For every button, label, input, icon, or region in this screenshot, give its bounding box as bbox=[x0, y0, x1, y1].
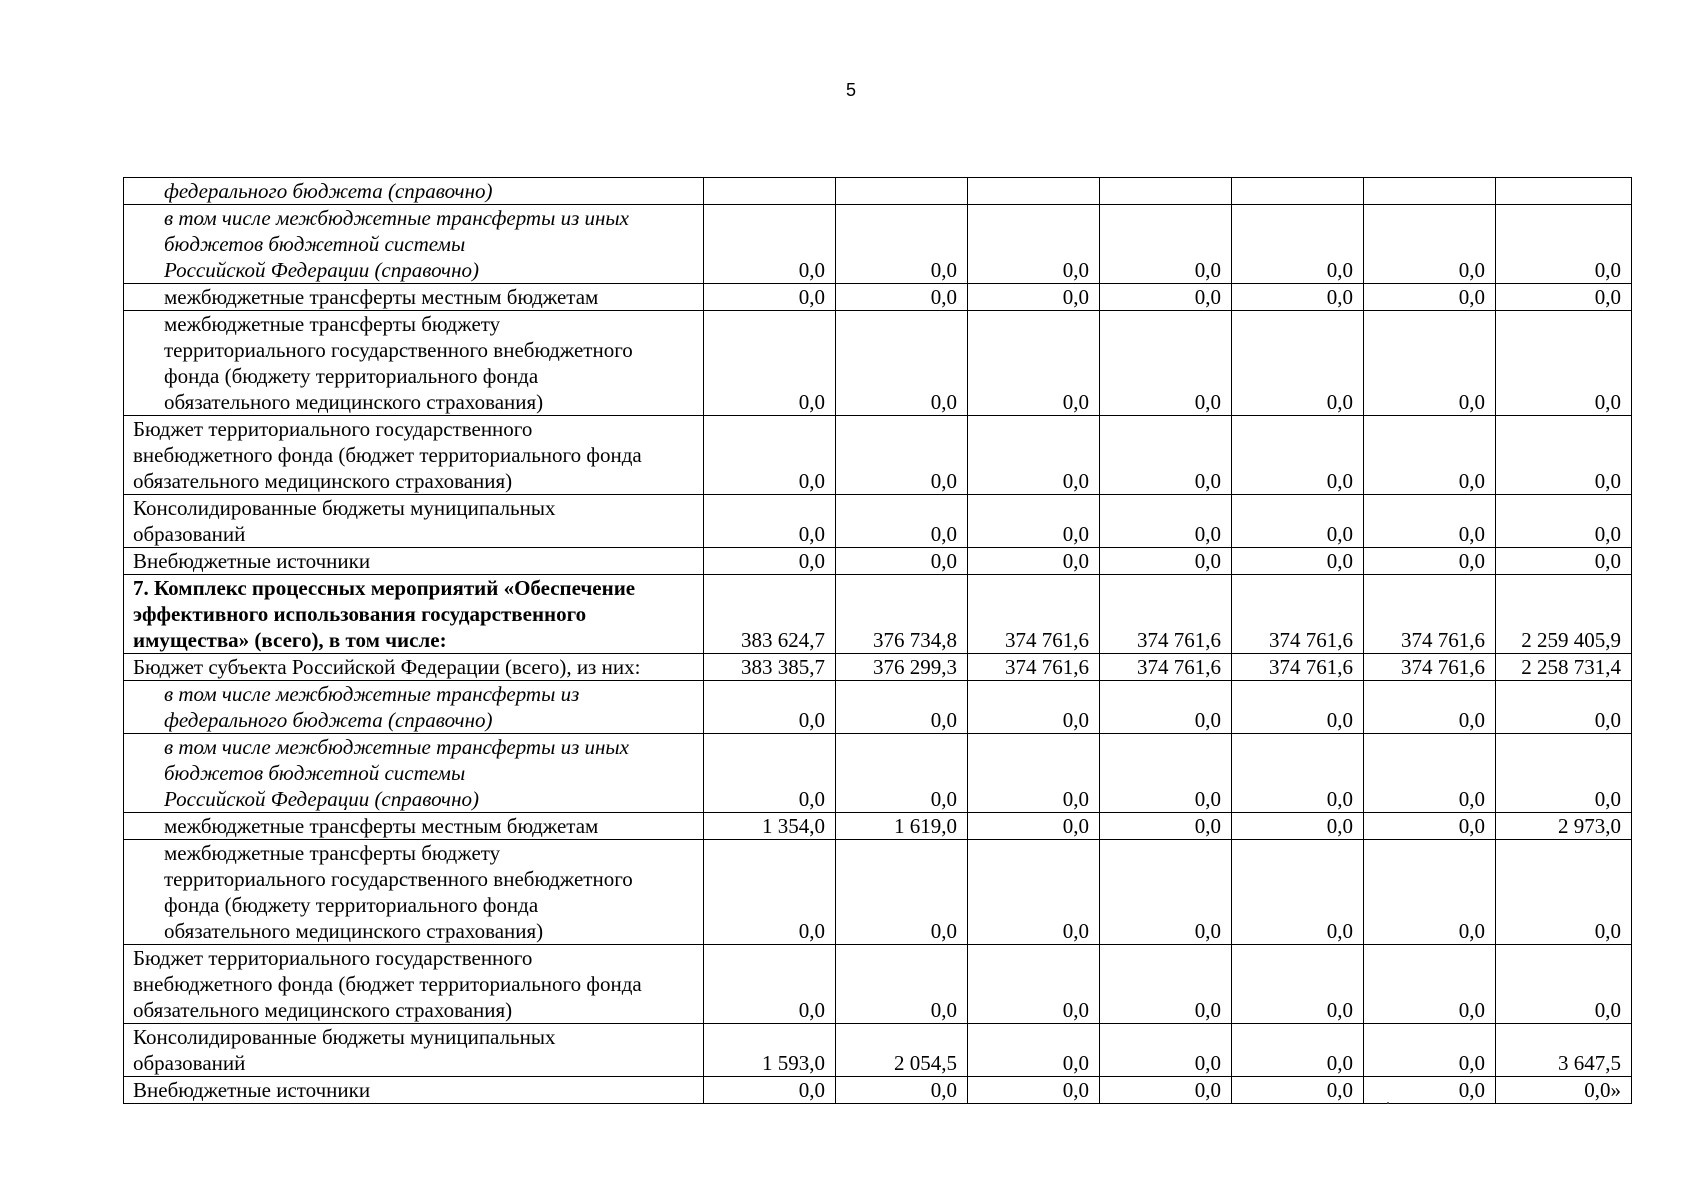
row-label: Бюджет территориального государственного внебюджетного фонда (бюджет территориального фонда обязательного медицинского страхования) bbox=[124, 416, 704, 495]
value-cell: 0,0 bbox=[1496, 311, 1632, 416]
table-row bbox=[124, 1077, 1632, 1104]
value-cell: 0,0 bbox=[1100, 734, 1232, 813]
value-cell: 0,0 bbox=[1100, 548, 1232, 575]
value-cell bbox=[968, 178, 1100, 205]
value-cell: 0,0 bbox=[1496, 734, 1632, 813]
value-cell: 0,0 bbox=[1496, 548, 1632, 575]
table-row bbox=[124, 734, 1632, 813]
table-row bbox=[124, 575, 1632, 654]
table-row bbox=[124, 548, 1632, 575]
row-label: Консолидированные бюджеты муниципальных образований bbox=[124, 1024, 704, 1077]
row-label: межбюджетные трансферты бюджету территориального государственного внебюджетного фонда (бюджету территориального фонда обязательного медицинского страхования) bbox=[124, 840, 704, 945]
value-cell: 0,0 bbox=[1496, 840, 1632, 945]
value-cell: 0,0 bbox=[1496, 681, 1632, 734]
value-cell: 0,0 bbox=[704, 311, 836, 416]
value-cell: 0,0 bbox=[968, 734, 1100, 813]
value-cell: 0,0 bbox=[1364, 416, 1496, 495]
row-label: в том числе межбюджетные трансферты из федерального бюджета (справочно) bbox=[124, 681, 704, 734]
value-cell: 2 973,0 bbox=[1496, 813, 1632, 840]
value-cell: 0,0 bbox=[836, 205, 968, 284]
value-cell: 0,0 bbox=[1232, 311, 1364, 416]
row-label: Внебюджетные источники bbox=[124, 548, 704, 575]
value-cell: 0,0 bbox=[1232, 734, 1364, 813]
page-number: 5 bbox=[845, 80, 856, 100]
value-cell: 2 259 405,9 bbox=[1496, 575, 1632, 654]
value-cell: 0,0 bbox=[836, 311, 968, 416]
value-cell: 0,0 bbox=[1232, 840, 1364, 945]
value-cell bbox=[1364, 178, 1496, 205]
value-cell: 0,0 bbox=[1100, 1024, 1232, 1077]
value-cell: 0,0 bbox=[836, 945, 968, 1024]
value-cell: 0,0 bbox=[1232, 416, 1364, 495]
value-cell: 0,0 bbox=[1232, 681, 1364, 734]
row-label: федерального бюджета (справочно) bbox=[124, 178, 704, 205]
value-cell: 0,0 bbox=[968, 205, 1100, 284]
value-cell: 3 647,5 bbox=[1496, 1024, 1632, 1077]
value-cell: 0,0 bbox=[1232, 1077, 1364, 1104]
value-cell: 0,0 bbox=[1232, 495, 1364, 548]
value-cell: 1 593,0 bbox=[704, 1024, 836, 1077]
value-cell: 0,0 bbox=[1100, 945, 1232, 1024]
value-cell: 0,0 bbox=[836, 495, 968, 548]
value-cell: 0,0 bbox=[836, 416, 968, 495]
value-cell: 0,0 bbox=[1364, 813, 1496, 840]
value-cell bbox=[1232, 178, 1364, 205]
table-row bbox=[124, 284, 1632, 311]
value-cell: 0,0» bbox=[1496, 1077, 1632, 1104]
value-cell: 0,0 bbox=[1232, 945, 1364, 1024]
value-cell: 0,0 bbox=[836, 284, 968, 311]
value-cell: 0,0 bbox=[968, 813, 1100, 840]
value-cell: 0,0 bbox=[704, 548, 836, 575]
value-cell: 0,0 bbox=[704, 284, 836, 311]
value-cell: 0,0 bbox=[1364, 1024, 1496, 1077]
row-label: 7. Комплекс процессных мероприятий «Обеспечение эффективного использования государственного имущества» (всего), в том числе: bbox=[124, 575, 704, 654]
row-label: Внебюджетные источники bbox=[124, 1077, 704, 1104]
value-cell: 0,0 bbox=[1496, 945, 1632, 1024]
value-cell: 0,0 bbox=[1364, 548, 1496, 575]
value-cell: 0,0 bbox=[704, 205, 836, 284]
table-row bbox=[124, 495, 1632, 548]
value-cell bbox=[1100, 178, 1232, 205]
table-row bbox=[124, 416, 1632, 495]
table-row bbox=[124, 840, 1632, 945]
value-cell: 0,0 bbox=[1364, 284, 1496, 311]
value-cell: 0,0 bbox=[704, 734, 836, 813]
value-cell: 374 761,6 bbox=[1100, 654, 1232, 681]
value-cell: 0,0 bbox=[968, 840, 1100, 945]
value-cell: 1 354,0 bbox=[704, 813, 836, 840]
value-cell: 0,0 bbox=[704, 681, 836, 734]
value-cell: 374 761,6 bbox=[1364, 654, 1496, 681]
value-cell: 0,0 bbox=[1496, 495, 1632, 548]
value-cell: 0,0 bbox=[968, 681, 1100, 734]
value-cell: 0,0 bbox=[1100, 416, 1232, 495]
row-label: в том числе межбюджетные трансферты из иных бюджетов бюджетной системы Российской Федерации (справочно) bbox=[124, 205, 704, 284]
table-row bbox=[124, 311, 1632, 416]
value-cell: 0,0 bbox=[1100, 813, 1232, 840]
value-cell: 374 761,6 bbox=[1100, 575, 1232, 654]
value-cell: 383 624,7 bbox=[704, 575, 836, 654]
table-row bbox=[124, 945, 1632, 1024]
table-row bbox=[124, 178, 1632, 205]
value-cell bbox=[1496, 178, 1632, 205]
value-cell: 0,0 bbox=[1364, 840, 1496, 945]
value-cell: 0,0 bbox=[704, 495, 836, 548]
value-cell: 0,0 bbox=[968, 548, 1100, 575]
scan-speck bbox=[1387, 1102, 1389, 1104]
table-row bbox=[124, 681, 1632, 734]
value-cell: 0,0 bbox=[836, 681, 968, 734]
value-cell: 0,0 bbox=[836, 734, 968, 813]
value-cell: 0,0 bbox=[1364, 311, 1496, 416]
value-cell: 0,0 bbox=[968, 416, 1100, 495]
budget-table-body bbox=[124, 178, 1632, 1104]
row-label: межбюджетные трансферты бюджету территориального государственного внебюджетного фонда (бюджету территориального фонда обязательного медицинского страхования) bbox=[124, 311, 704, 416]
value-cell: 0,0 bbox=[1100, 495, 1232, 548]
value-cell bbox=[704, 178, 836, 205]
value-cell: 0,0 bbox=[1496, 205, 1632, 284]
value-cell: 0,0 bbox=[836, 548, 968, 575]
value-cell: 0,0 bbox=[968, 284, 1100, 311]
table-row bbox=[124, 205, 1632, 284]
value-cell: 0,0 bbox=[968, 311, 1100, 416]
value-cell: 2 054,5 bbox=[836, 1024, 968, 1077]
value-cell: 0,0 bbox=[968, 495, 1100, 548]
value-cell: 0,0 bbox=[1364, 495, 1496, 548]
value-cell: 0,0 bbox=[1364, 205, 1496, 284]
value-cell: 0,0 bbox=[1100, 311, 1232, 416]
value-cell: 0,0 bbox=[968, 1077, 1100, 1104]
value-cell bbox=[836, 178, 968, 205]
value-cell: 383 385,7 bbox=[704, 654, 836, 681]
value-cell: 0,0 bbox=[1232, 548, 1364, 575]
value-cell: 0,0 bbox=[1232, 205, 1364, 284]
row-label: Бюджет субъекта Российской Федерации (всего), из них: bbox=[124, 654, 704, 681]
value-cell: 0,0 bbox=[1364, 1077, 1496, 1104]
value-cell: 2 258 731,4 bbox=[1496, 654, 1632, 681]
row-label: Консолидированные бюджеты муниципальных образований bbox=[124, 495, 704, 548]
value-cell: 374 761,6 bbox=[968, 654, 1100, 681]
value-cell: 0,0 bbox=[1100, 284, 1232, 311]
value-cell: 0,0 bbox=[836, 1077, 968, 1104]
value-cell: 1 619,0 bbox=[836, 813, 968, 840]
value-cell: 0,0 bbox=[1364, 681, 1496, 734]
value-cell: 0,0 bbox=[836, 840, 968, 945]
value-cell: 0,0 bbox=[704, 840, 836, 945]
value-cell: 0,0 bbox=[704, 416, 836, 495]
value-cell: 0,0 bbox=[1100, 681, 1232, 734]
value-cell: 0,0 bbox=[1100, 205, 1232, 284]
value-cell: 0,0 bbox=[968, 945, 1100, 1024]
value-cell: 0,0 bbox=[1496, 416, 1632, 495]
row-label: Бюджет территориального государственного внебюджетного фонда (бюджет территориального фонда обязательного медицинского страхования) bbox=[124, 945, 704, 1024]
value-cell: 0,0 bbox=[1232, 813, 1364, 840]
value-cell: 374 761,6 bbox=[1364, 575, 1496, 654]
table-row bbox=[124, 654, 1632, 681]
value-cell: 0,0 bbox=[1100, 840, 1232, 945]
value-cell: 0,0 bbox=[968, 1024, 1100, 1077]
table-row bbox=[124, 813, 1632, 840]
value-cell: 0,0 bbox=[1496, 284, 1632, 311]
value-cell: 376 299,3 bbox=[836, 654, 968, 681]
value-cell: 374 761,6 bbox=[968, 575, 1100, 654]
value-cell: 374 761,6 bbox=[1232, 654, 1364, 681]
value-cell: 374 761,6 bbox=[1232, 575, 1364, 654]
budget-table bbox=[123, 177, 1632, 1104]
value-cell: 0,0 bbox=[1232, 284, 1364, 311]
table-row bbox=[124, 1024, 1632, 1077]
value-cell: 0,0 bbox=[1364, 734, 1496, 813]
row-label: в том числе межбюджетные трансферты из иных бюджетов бюджетной системы Российской Федерации (справочно) bbox=[124, 734, 704, 813]
value-cell: 0,0 bbox=[1364, 945, 1496, 1024]
value-cell: 0,0 bbox=[704, 945, 836, 1024]
value-cell: 376 734,8 bbox=[836, 575, 968, 654]
value-cell: 0,0 bbox=[1100, 1077, 1232, 1104]
value-cell: 0,0 bbox=[704, 1077, 836, 1104]
row-label: межбюджетные трансферты местным бюджетам bbox=[124, 284, 704, 311]
value-cell: 0,0 bbox=[1232, 1024, 1364, 1077]
row-label: межбюджетные трансферты местным бюджетам bbox=[124, 813, 704, 840]
